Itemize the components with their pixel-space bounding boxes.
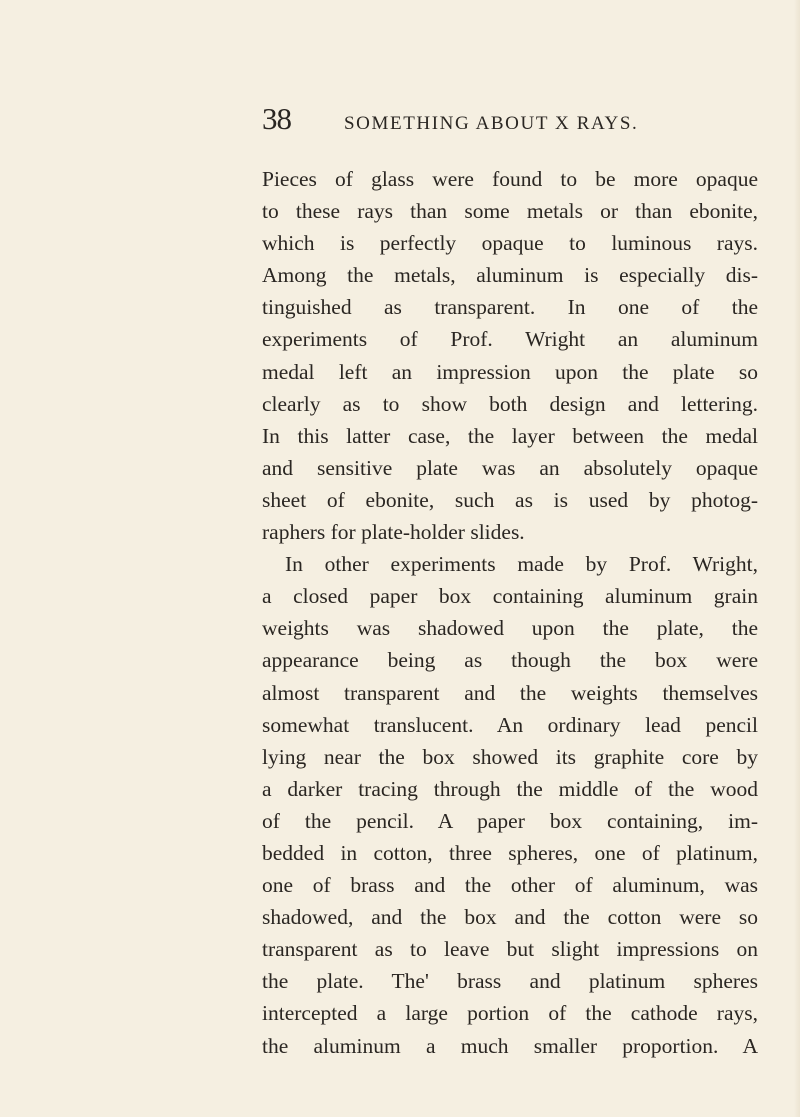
text-line: to these rays than some metals or than ebonite, xyxy=(262,199,758,224)
paragraph-start-line: In other experiments made by Prof. Wright, xyxy=(285,552,758,577)
body-text xyxy=(262,163,758,1062)
text-line: tinguished as transparent. In one of the xyxy=(262,295,758,320)
text-line: somewhat translucent. An ordinary lead pencil xyxy=(262,712,758,737)
paragraph-end-line: raphers for plate-holder slides. xyxy=(262,520,525,545)
page-edge xyxy=(794,0,800,1117)
text-line: and sensitive plate was an absolutely opaque xyxy=(262,455,758,480)
text-line: weights was shadowed upon the plate, the xyxy=(262,616,758,641)
text-line: In this latter case, the layer between the medal xyxy=(262,423,758,448)
text-line: a closed paper box containing aluminum grain xyxy=(262,584,758,609)
text-line: appearance being as though the box were xyxy=(262,648,758,673)
text-line: the aluminum a much smaller proportion. A xyxy=(262,1033,758,1058)
text-line: medal left an impression upon the plate so xyxy=(262,359,758,384)
text-line: shadowed, and the box and the cotton were so xyxy=(262,905,758,930)
text-line: almost transparent and the weights themselves xyxy=(262,680,758,705)
text-line: one of brass and the other of aluminum, was xyxy=(262,873,758,898)
text-line: experiments of Prof. Wright an aluminum xyxy=(262,327,758,352)
text-line: sheet of ebonite, such as is used by photog- xyxy=(262,487,758,512)
text-line: of the pencil. A paper box containing, im- xyxy=(262,808,758,833)
text-line: transparent as to leave but slight impressions on xyxy=(262,937,758,962)
text-line: clearly as to show both design and lettering. xyxy=(262,391,758,416)
text-line: Pieces of glass were found to be more opaque xyxy=(262,167,758,191)
page-header xyxy=(262,98,662,138)
text-line: Among the metals, aluminum is especially dis- xyxy=(262,263,758,288)
text-line: a darker tracing through the middle of the wood xyxy=(262,776,758,801)
text-line: the plate. The' brass and platinum spheres xyxy=(262,969,758,994)
text-line: lying near the box showed its graphite core by xyxy=(262,744,758,769)
text-line: intercepted a large portion of the cathode rays, xyxy=(262,1001,758,1026)
text-line: bedded in cotton, three spheres, one of platinum, xyxy=(262,840,758,865)
running-title: SOMETHING ABOUT X RAYS. xyxy=(344,113,639,134)
page-number: 38 xyxy=(262,101,291,136)
text-line: which is perfectly opaque to luminous rays. xyxy=(262,231,758,256)
